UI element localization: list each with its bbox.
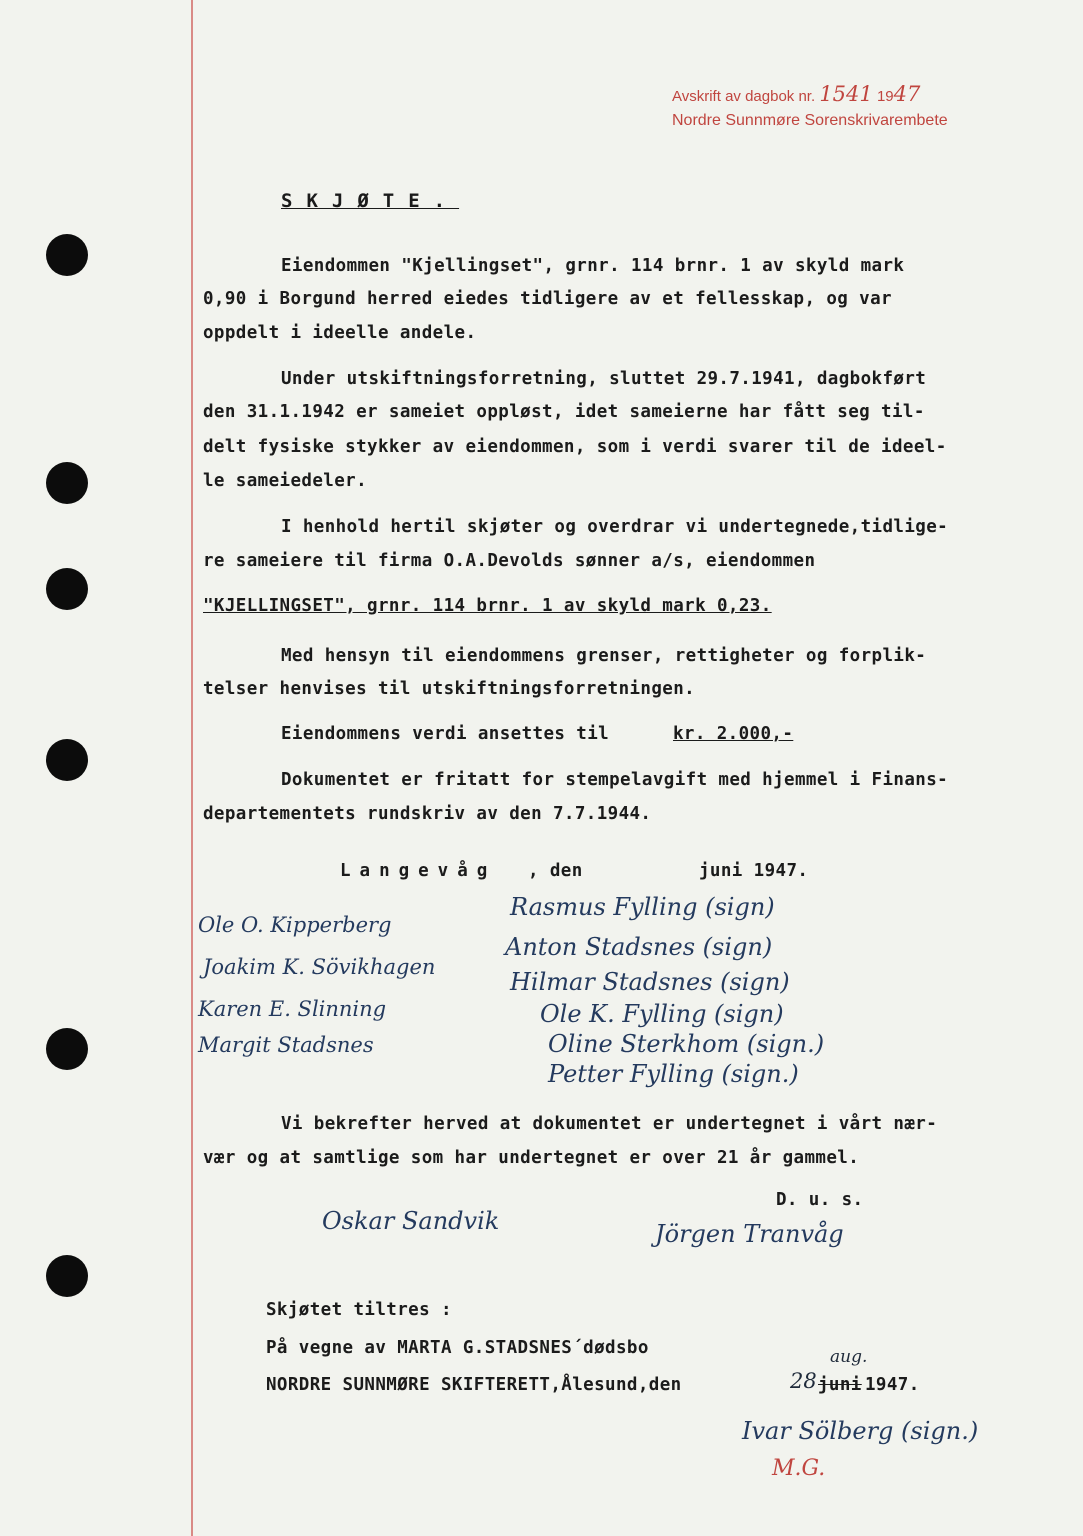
stamp-prefix: Avskrift av dagbok nr. <box>672 88 816 105</box>
punch-hole <box>46 739 88 781</box>
punch-hole <box>46 1255 88 1297</box>
signature: Petter Fylling (sign.) <box>548 1060 799 1088</box>
consent-line: På vegne av MARTA G.STADSNES´dødsbo <box>266 1338 649 1358</box>
consent-line: NORDRE SUNNMØRE SKIFTERETT,Ålesund,den <box>266 1375 682 1395</box>
body-line: le sameiedeler. <box>203 471 368 491</box>
signature: Karen E. Slinning <box>198 997 387 1021</box>
place-den: , den <box>528 861 583 881</box>
punch-hole <box>46 234 88 276</box>
consent-day: 28 <box>790 1369 817 1393</box>
body-line: re sameiere til firma O.A.Devolds sønner a/s, eiendommen <box>203 551 816 571</box>
dus-mark: D. u. s. <box>776 1190 864 1210</box>
signature: Hilmar Stadsnes (sign) <box>510 968 790 996</box>
witness-signature: Jörgen Tranvåg <box>655 1220 844 1248</box>
value-amount: kr. 2.000,- <box>673 724 794 744</box>
body-line: delt fysiske stykker av eiendommen, som i verdi svarer til de ideel- <box>203 437 947 457</box>
signature: Anton Stadsnes (sign) <box>505 933 773 961</box>
punch-hole <box>46 462 88 504</box>
property-line: "KJELLINGSET", grnr. 114 brnr. 1 av skyld mark 0,23. <box>203 596 772 616</box>
stamp-office: Nordre Sunnmøre Sorenskrivarembete <box>672 112 948 129</box>
consent-line: Skjøtet tiltres : <box>266 1300 452 1320</box>
place-date: juni 1947. <box>699 861 809 881</box>
body-line: oppdelt i ideelle andele. <box>203 323 477 343</box>
consent-month-inserted: aug. <box>830 1347 868 1367</box>
judge-signature: Ivar Sölberg (sign.) <box>742 1417 979 1445</box>
body-line: departementets rundskriv av den 7.7.1944. <box>203 804 652 824</box>
body-line: I henhold hertil skjøter og overdrar vi undertegnede,tidlige- <box>281 517 949 537</box>
signature: Margit Stadsnes <box>198 1033 374 1057</box>
registry-stamp <box>672 82 920 106</box>
body-line: Med hensyn til eiendommens grenser, rettigheter og forplik- <box>281 646 927 666</box>
punch-hole <box>46 568 88 610</box>
confirmation-line: vær og at samtlige som har undertegnet er over 21 år gammel. <box>203 1148 860 1168</box>
body-line: den 31.1.1942 er sameiet oppløst, idet sameierne har fått seg til- <box>203 402 925 422</box>
body-line: Eiendommen "Kjellingset", grnr. 114 brnr. 1 av skyld mark <box>281 256 905 276</box>
signature: Rasmus Fylling (sign) <box>510 893 775 921</box>
witness-signature: Oskar Sandvik <box>322 1207 500 1235</box>
body-line: Under utskiftningsforretning, sluttet 29.7.1941, dagbokført <box>281 369 927 389</box>
signature: Oline Sterkhom (sign.) <box>548 1030 825 1058</box>
document-title: SKJØTE. <box>281 190 460 212</box>
stamp-year-hand: 47 <box>893 82 921 106</box>
punch-hole <box>46 1028 88 1070</box>
stamp-year-print: 19 <box>876 88 894 105</box>
red-initials: M.G. <box>772 1456 826 1481</box>
place-name: Langevåg <box>340 861 497 881</box>
signature: Ole K. Fylling (sign) <box>540 1000 784 1028</box>
consent-year: 1947. <box>865 1375 920 1395</box>
stamp-number: 1541 <box>819 82 873 106</box>
margin-line <box>191 0 193 1536</box>
body-line: Eiendommens verdi ansettes til <box>281 724 610 744</box>
consent-month-struck: juni <box>818 1375 862 1395</box>
body-line: Dokumentet er fritatt for stempelavgift med hjemmel i Finans- <box>281 770 949 790</box>
body-line: 0,90 i Borgund herred eiedes tidligere av et fellesskap, og var <box>203 289 892 309</box>
body-line: telser henvises til utskiftningsforretningen. <box>203 679 696 699</box>
signature: Ole O. Kipperberg <box>198 913 392 937</box>
signature: Joakim K. Sövikhagen <box>203 955 436 979</box>
confirmation-line: Vi bekrefter herved at dokumentet er undertegnet i vårt nær- <box>281 1114 938 1134</box>
